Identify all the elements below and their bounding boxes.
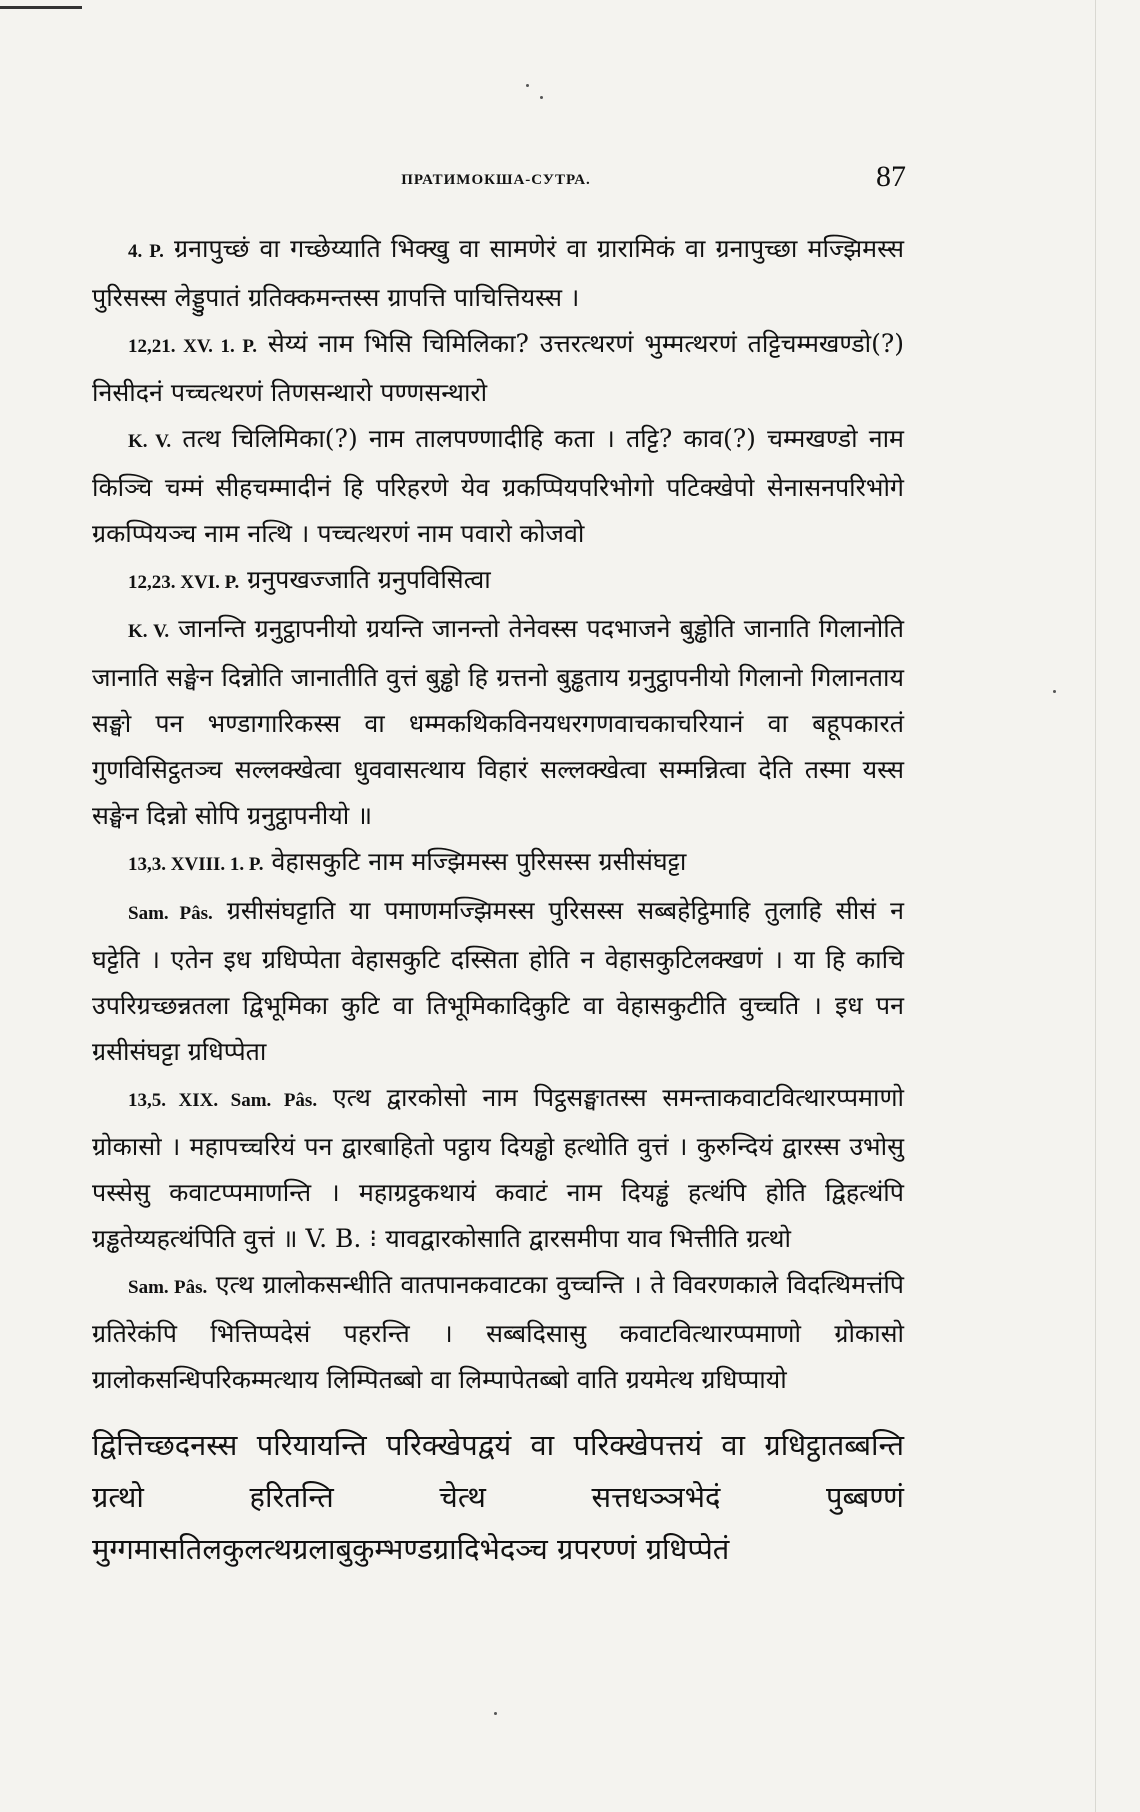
paragraph-closing — [92, 1419, 904, 1575]
sanskrit-text: ग्रसीसंघट्टाति या पमाणमज्झिमस्स पुरिसस्स सब्बहेट्ठिमाहि तुलाहि सीसं न घट्टेति । एतेन इध ग्रधिप्पेता वेहासकुटि दस्सिता होति न वेहासकुटिलक्खणं । या हि काचि उपरिग्रच्छन्नतला द्विभूमिका कुटि वा तिभूमिकादिकुटि वा वेहासकुटीति वुच्चति । इध पन ग्रसीसंघट्टा ग्रधिप्पेता — [92, 896, 904, 1066]
sanskrit-text: एत्थ ग्रालोकसन्धीति वातपानकवाटका वुच्चन्ति । ते विवरणकाले विदत्थिमत्तंपि ग्रतिरेकंपि भित्तिप्पदेसं पहरन्ति । सब्बदिसासु कवाटवित्थारप्पमाणो ग्रोकासो ग्रालोकसन्धिपरिकम्मत्थाय लिम्पितब्बो वा लिम्पापेतब्बो वाति ग्रयमेत्थ ग्रधिप्पायो — [92, 1270, 904, 1394]
paragraph-13-5 — [92, 1075, 904, 1262]
sanskrit-text: तत्थ चिलिमिका(?) नाम तालपण्णादीहि कता । तट्टि? काव(?) चम्मखण्डो नाम किञ्चि चम्मं सीहचम्मादीनं हि परिहरणे येव ग्रकप्पियपरिभोगो पटिक्खेपो सेनासनपरिभोगे ग्रकप्पियञ्च नाम नत्थि । पच्चत्थरणं नाम पवारो कोजवो — [92, 424, 905, 548]
sanskrit-text: सेय्यं नाम भिसि चिमिलिका? उत्तरत्थरणं भुम्मत्थरणं तट्टिचम्मखण्डो(?) निसीदनं पच्चत्थरणं तिणसन्थारो पण्णसन्थारो — [92, 329, 904, 407]
scan-edge-mark — [0, 6, 82, 9]
scan-speck — [526, 84, 529, 87]
sanskrit-text: वेहासकुटि नाम मज्झिमस्स पुरिसस्स ग्रसीसंघट्टा — [271, 847, 687, 876]
scan-speck — [540, 96, 543, 99]
paragraph-12-23 — [92, 557, 904, 606]
citation-ref: 4. P. — [128, 241, 164, 262]
citation-ref: K. V. — [128, 431, 172, 452]
paragraph-sam-pas-2 — [92, 1262, 904, 1403]
paragraph-kv-1 — [92, 416, 904, 557]
scan-fold-line — [1095, 0, 1096, 1812]
sanskrit-text: ग्रनापुच्छं वा गच्छेय्याति भिक्खु वा सामणेरं वा ग्रारामिकं वा ग्रनापुच्छा मज्झिमस्स पुरिसस्स लेड्डुपातं ग्रतिक्कमन्तस्स ग्रापत्ति पाचित्तियस्स । — [92, 234, 904, 312]
scan-speck — [1053, 690, 1056, 693]
scan-speck — [494, 1712, 497, 1715]
page-number: 87 — [876, 160, 906, 193]
citation-ref: Sam. Pâs. — [128, 903, 213, 924]
citation-ref: 12,23. XVI. P. — [128, 572, 240, 593]
sanskrit-text: द्वित्तिच्छदनस्स परियायन्ति परिक्खेपद्वयं वा परिक्खेपत्तयं वा ग्रधिट्ठातब्बन्ति ग्रत्थो हरितन्ति चेत्थ सत्तधञ्ञभेदं पुब्बण्णं मुग्गमासतिलकुलत्थग्रलाबुकुम्भण्डग्रादिभेदञ्च ग्रपरण्णं ग्रधिप्पेतं — [92, 1428, 904, 1566]
citation-ref: 12,21. XV. 1. P. — [128, 336, 258, 357]
citation-ref: 13,5. XIX. Sam. Pâs. — [128, 1090, 318, 1111]
sanskrit-text: ग्रनुपखज्जाति ग्रनुपविसित्वा — [247, 565, 491, 594]
citation-ref: Sam. Pâs. — [128, 1277, 208, 1298]
citation-ref: K. V. — [128, 621, 170, 642]
paragraph-4p — [92, 226, 904, 321]
running-title: ПРАТИМОКША-СУТРА. — [401, 172, 591, 188]
paragraph-13-3 — [92, 839, 904, 888]
sanskrit-text: एत्थ द्वारकोसो नाम पिट्ठसङ्घातस्स समन्ताकवाटवित्थारप्पमाणो ग्रोकासो । महापच्चरियं पन द्वारबाहितो पट्ठाय दियड्ढो हत्थोति वुत्तं । कुरुन्दियं द्वारस्स उभोसु पस्सेसु कवाटप्पमाणन्ति । महाग्रट्ठकथायं कवाटं नाम दियड्ढं हत्थंपि होति द्विहत्थंपि ग्रड्ढतेय्यहत्थंपिति वुत्तं ॥ V. B. ⁝ यावद्वारकोसाति द्वारसमीपा याव भित्तीति ग्रत्थो — [92, 1083, 904, 1253]
sanskrit-text: जानन्ति ग्रनुट्ठापनीयो ग्रयन्ति जानन्तो तेनेवस्स पदभाजने बुड्ढोति जानाति गिलानोति जानाति सङ्घेन दिन्नोति जानातीति वुत्तं बुड्ढो हि ग्रत्तनो बुड्ढताय ग्रनुट्ठापनीयो गिलानो गिलानताय सङ्घो पन भण्डागारिकस्स वा धम्मकथिकविनयधरगणवाचकाचरियानं वा बहूपकारतं गुणविसिट्ठतञ्च सल्लक्खेत्वा धुववासत्थाय विहारं सल्लक्खेत्वा सम्मन्नित्वा देति तस्मा यस्स सङ्घेन दिन्नो सोपि ग्रनुट्ठापनीयो ॥ — [92, 614, 904, 830]
page-body — [92, 226, 904, 1575]
paragraph-sam-pas-1 — [92, 888, 904, 1075]
citation-ref: 13,3. XVIII. 1. P. — [128, 854, 264, 875]
paragraph-12-21 — [92, 321, 904, 416]
paragraph-kv-2 — [92, 606, 904, 839]
page-header — [86, 160, 906, 200]
